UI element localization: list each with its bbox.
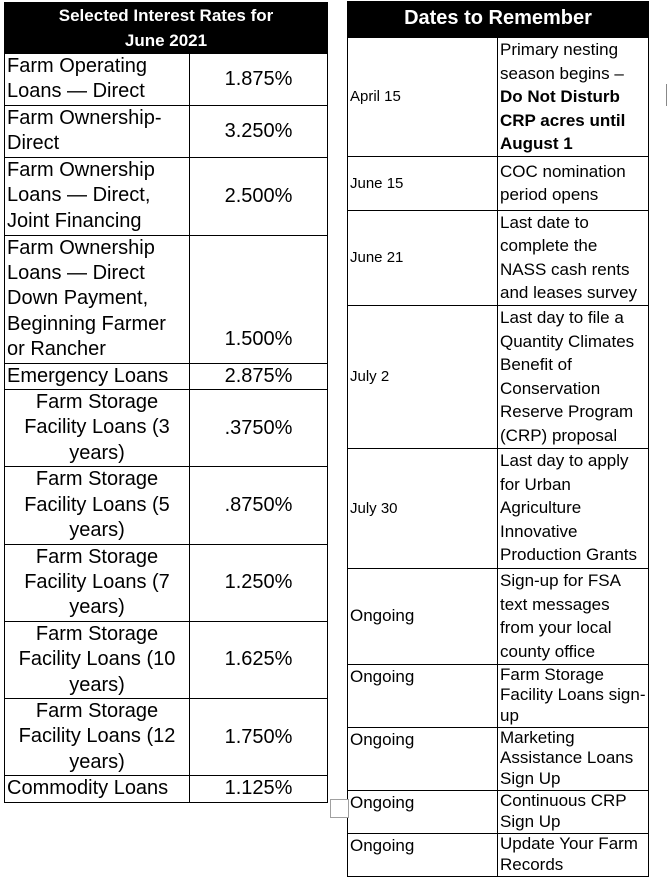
date-cell: June 21	[348, 210, 498, 305]
loan-name: Commodity Loans	[5, 776, 190, 802]
event-emphasis: Do Not Disturb CRP acres until August 1	[500, 87, 626, 153]
date-row	[348, 568, 649, 664]
loan-name: Emergency Loans	[5, 363, 190, 389]
rate-row	[5, 105, 328, 157]
rate-row	[5, 235, 328, 363]
interest-rates-table	[4, 2, 328, 803]
date-cell: Ongoing	[348, 568, 498, 664]
date-row	[348, 448, 649, 568]
rate-row	[5, 363, 328, 389]
event-cell: Last day to apply for Urban Agriculture Innovative Production Grants	[498, 448, 649, 568]
date-cell: July 30	[348, 448, 498, 568]
loan-rate: 3.250%	[190, 105, 328, 157]
event-cell	[498, 38, 649, 157]
loan-rate: 1.500%	[190, 235, 328, 363]
event-cell: COC nomination period opens	[498, 156, 649, 210]
loan-name: Farm Storage Facility Loans (5 years)	[5, 467, 190, 544]
loan-rate: 1.625%	[190, 621, 328, 698]
dates-to-remember-table	[347, 1, 649, 877]
event-cell: Continuous CRP Sign Up	[498, 790, 649, 833]
event-cell: Sign-up for FSA text messages from your local county office	[498, 568, 649, 664]
rate-row	[5, 621, 328, 698]
date-row	[348, 727, 649, 790]
dates-title: Dates to Remember	[347, 1, 649, 37]
loan-name: Farm Storage Facility Loans (3 years)	[5, 390, 190, 467]
rate-row	[5, 157, 328, 235]
selection-checkbox[interactable]	[330, 799, 349, 818]
loan-name: Farm Ownership-Direct	[5, 105, 190, 157]
date-cell: June 15	[348, 156, 498, 210]
loan-name: Farm Storage Facility Loans (10 years)	[5, 621, 190, 698]
event-cell: Marketing Assistance Loans Sign Up	[498, 727, 649, 790]
loan-rate: 1.750%	[190, 698, 328, 775]
date-row	[348, 156, 649, 210]
date-row	[348, 38, 649, 157]
event-text: Primary nesting season begins –	[500, 40, 624, 83]
loan-rate: .3750%	[190, 390, 328, 467]
date-cell: Ongoing	[348, 833, 498, 876]
event-cell: Farm Storage Facility Loans sign-up	[498, 664, 649, 727]
edge-divider	[666, 84, 670, 106]
loan-rate: 1.125%	[190, 776, 328, 802]
loan-name: Farm Storage Facility Loans (12 years)	[5, 698, 190, 775]
loan-name: Farm Ownership Loans — Direct, Joint Financing	[5, 157, 190, 235]
date-cell: Ongoing	[348, 664, 498, 727]
loan-name: Farm Storage Facility Loans (7 years)	[5, 544, 190, 621]
date-cell: Ongoing	[348, 727, 498, 790]
loan-rate: 1.250%	[190, 544, 328, 621]
rate-row	[5, 467, 328, 544]
rate-row	[5, 698, 328, 775]
loan-rate: 1.875%	[190, 54, 328, 106]
date-row	[348, 664, 649, 727]
rate-row	[5, 544, 328, 621]
event-cell: Last day to file a Quantity Climates Benefit of Conservation Reserve Program (CRP) proposal	[498, 305, 649, 448]
loan-rate: 2.500%	[190, 157, 328, 235]
date-row	[348, 305, 649, 448]
date-cell: April 15	[348, 38, 498, 157]
rate-row	[5, 390, 328, 467]
rate-row	[5, 776, 328, 802]
event-cell: Last date to complete the NASS cash rents and leases survey	[498, 210, 649, 305]
date-row	[348, 833, 649, 876]
date-row	[348, 790, 649, 833]
loan-name: Farm Operating Loans — Direct	[5, 54, 190, 106]
rate-row	[5, 54, 328, 106]
loan-rate: .8750%	[190, 467, 328, 544]
loan-rate: 2.875%	[190, 363, 328, 389]
loan-name: Farm Ownership Loans — Direct Down Payment, Beginning Farmer or Rancher	[5, 235, 190, 363]
interest-rates-title: Selected Interest Rates for June 2021	[4, 2, 328, 53]
event-cell: Update Your Farm Records	[498, 833, 649, 876]
date-cell: July 2	[348, 305, 498, 448]
date-cell: Ongoing	[348, 790, 498, 833]
date-row	[348, 210, 649, 305]
